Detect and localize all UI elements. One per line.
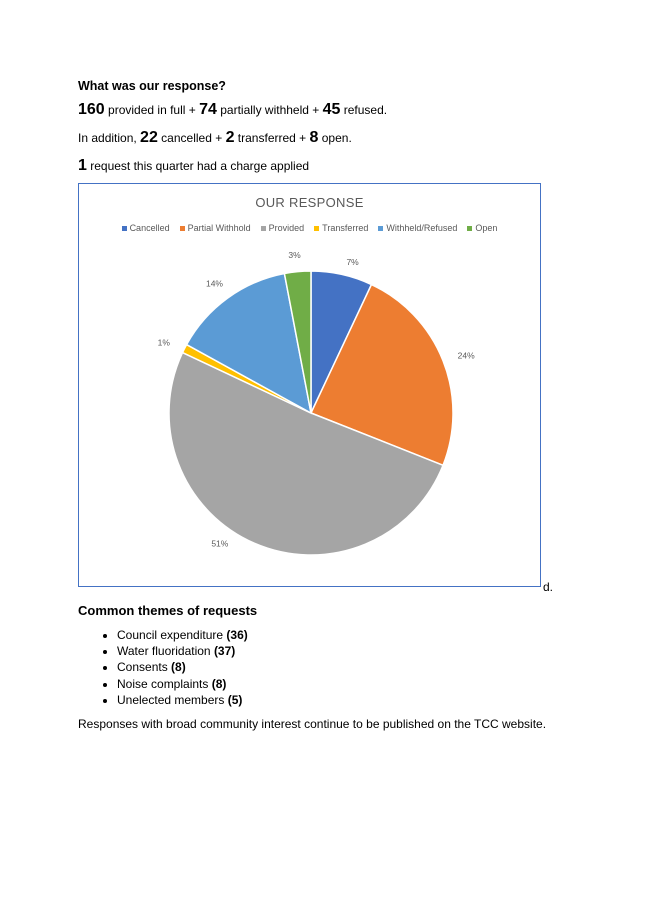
theme-item bbox=[117, 643, 248, 659]
pie-data-label: 7% bbox=[346, 256, 359, 267]
footer-text: Responses with broad community interest continue to be published on the TCC website. bbox=[78, 717, 547, 731]
themes-heading: Common themes of requests bbox=[78, 603, 258, 618]
pie-data-label: 1% bbox=[157, 337, 170, 348]
legend-label: Cancelled bbox=[129, 223, 170, 233]
theme-count: (36) bbox=[226, 628, 248, 642]
theme-count: (37) bbox=[213, 644, 236, 659]
theme-label: Noise complaints bbox=[117, 676, 212, 691]
theme-item bbox=[117, 676, 248, 692]
theme-label: Council expenditure bbox=[117, 628, 227, 642]
open-count: 8 bbox=[309, 129, 319, 146]
transferred-text: transferred + bbox=[234, 131, 310, 145]
provided-count: 160 bbox=[78, 101, 105, 118]
chart-title: OUR RESPONSE bbox=[255, 195, 364, 210]
pie-data-label: 3% bbox=[288, 249, 301, 260]
transferred-count: 2 bbox=[225, 129, 235, 146]
partial-text: partially withheld + bbox=[216, 103, 323, 117]
provided-text: provided in full + bbox=[104, 103, 200, 117]
refused-text: refused. bbox=[340, 103, 388, 117]
theme-count: (5) bbox=[227, 692, 243, 707]
summary-line-1 bbox=[78, 101, 387, 119]
refused-count: 45 bbox=[322, 101, 341, 118]
legend-label: Partial Withhold bbox=[187, 223, 251, 233]
theme-count: (8) bbox=[211, 676, 227, 691]
theme-label: Water fluoridation bbox=[117, 644, 214, 659]
addition-prefix: In addition, bbox=[78, 131, 141, 145]
theme-item bbox=[117, 692, 248, 708]
stray-text: d. bbox=[543, 580, 554, 594]
partial-count: 74 bbox=[199, 101, 217, 118]
theme-item bbox=[117, 627, 248, 643]
theme-item bbox=[117, 659, 248, 675]
legend-label: Withheld/Refused bbox=[386, 223, 458, 233]
theme-count: (8) bbox=[171, 660, 186, 675]
legend-label: Transferred bbox=[322, 223, 369, 233]
response-heading: What was our response? bbox=[78, 79, 226, 93]
pie-svg bbox=[79, 184, 540, 586]
charge-text: request this quarter had a charge applied bbox=[86, 159, 310, 173]
summary-line-3 bbox=[78, 157, 309, 175]
cancelled-text: cancelled + bbox=[157, 131, 226, 145]
theme-label: Unelected members bbox=[117, 692, 228, 707]
pie-data-label: 14% bbox=[205, 278, 223, 289]
legend-label: Open bbox=[475, 223, 498, 233]
pie-data-label: 24% bbox=[457, 350, 475, 361]
themes-list bbox=[98, 627, 248, 708]
theme-label: Consents bbox=[117, 660, 172, 675]
summary-line-2 bbox=[78, 129, 352, 147]
response-pie-chart bbox=[78, 183, 541, 587]
legend-label: Provided bbox=[268, 223, 305, 233]
pie-data-label: 51% bbox=[211, 538, 229, 549]
cancelled-count: 22 bbox=[140, 129, 158, 146]
charge-count: 1 bbox=[78, 157, 87, 174]
open-text: open. bbox=[318, 131, 352, 145]
